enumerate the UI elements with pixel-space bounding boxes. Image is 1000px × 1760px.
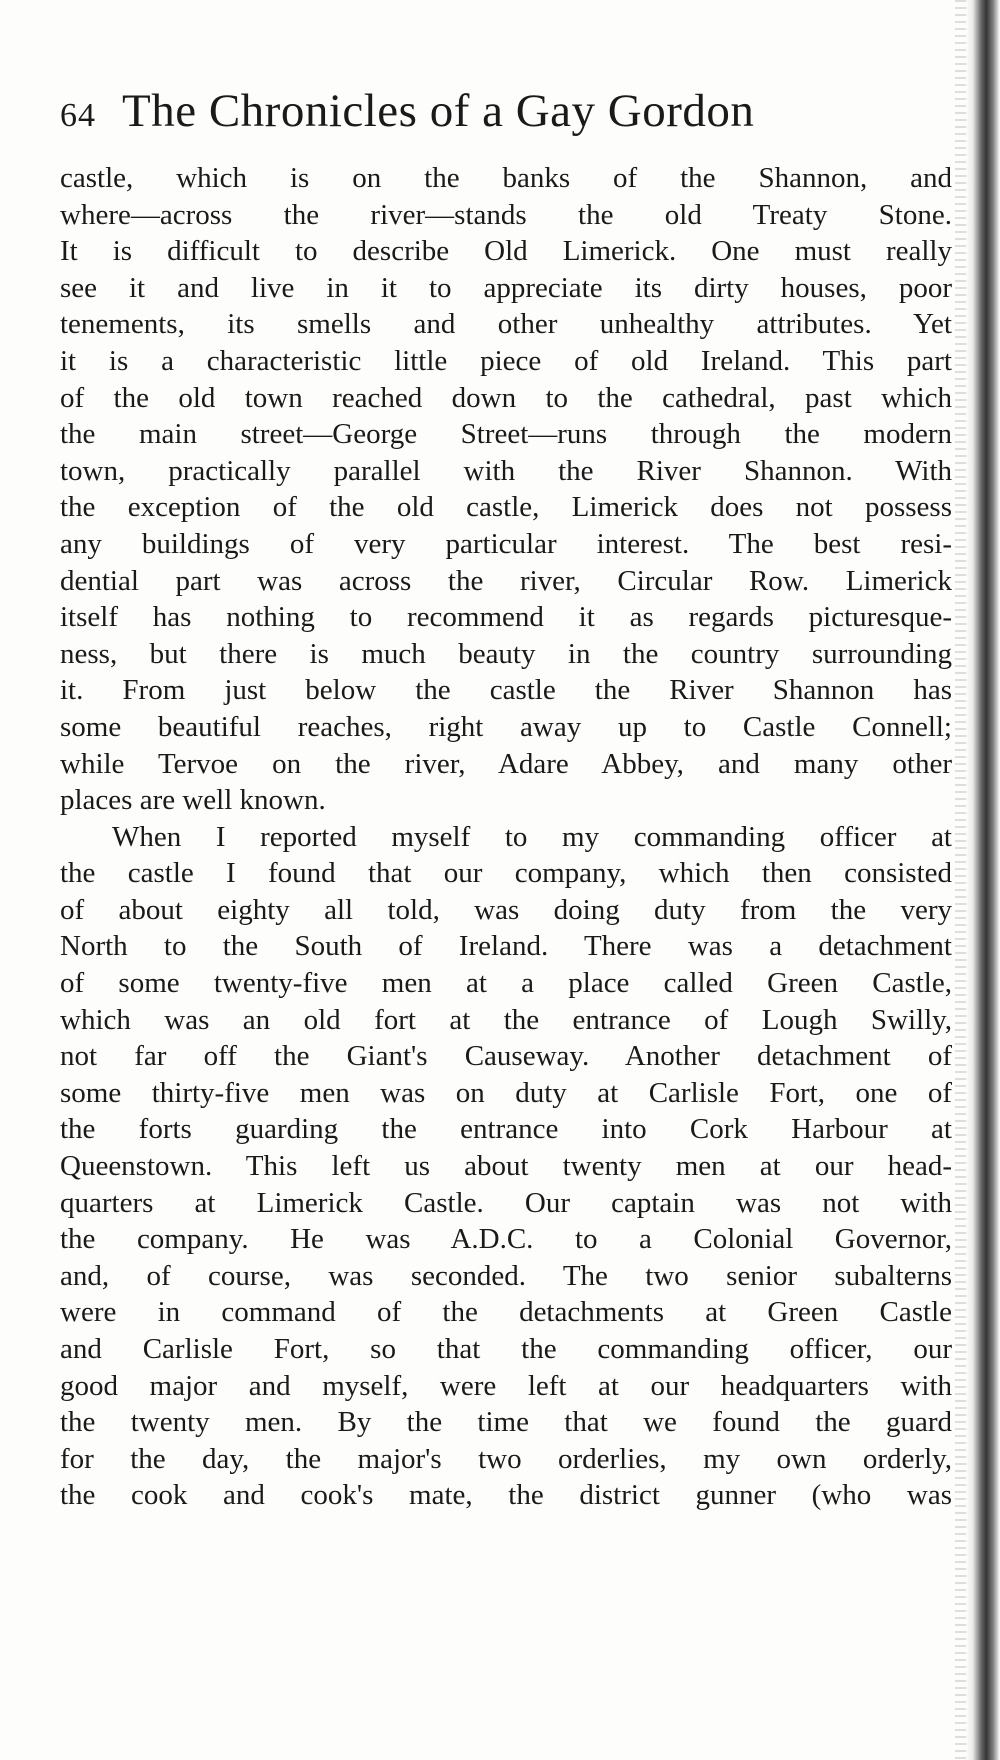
text-line: not far off the Giant's Causeway. Another detachment of — [60, 1040, 952, 1073]
text-line: some beautiful reaches, right away up to Castle Connell; — [60, 710, 952, 743]
text-line: which was an old fort at the entrance of Lough Swilly, — [60, 1003, 952, 1036]
text-line: itself has nothing to recommend it as regards picturesque- — [60, 601, 952, 634]
text-line: the twenty men. By the time that we found the guard — [60, 1406, 952, 1439]
text-line: of about eighty all told, was doing duty from the very — [60, 893, 952, 926]
text-line: When I reported myself to my commanding officer at — [112, 820, 952, 853]
text-line: Queenstown. This left us about twenty men at our head- — [60, 1150, 952, 1183]
page-number: 64 — [60, 97, 96, 134]
body-text — [60, 160, 952, 1514]
text-line: dential part was across the river, Circular Row. Limerick — [60, 564, 952, 597]
text-line: while Tervoe on the river, Adare Abbey, and many other — [60, 747, 952, 780]
text-line: where—across the river—stands the old Treaty Stone. — [60, 198, 952, 231]
text-line: the exception of the old castle, Limerick does not possess — [60, 491, 952, 524]
text-line: and, of course, was seconded. The two senior subalterns — [60, 1259, 952, 1292]
binding-edge-shadow — [966, 0, 1000, 1760]
text-line: town, practically parallel with the River Shannon. With — [60, 454, 952, 487]
text-line: the main street—George Street—runs through the modern — [60, 418, 952, 451]
text-line: quarters at Limerick Castle. Our captain was not with — [60, 1186, 952, 1219]
text-line: see it and live in it to appreciate its dirty houses, poor — [60, 271, 952, 304]
text-line: good major and myself, were left at our headquarters with — [60, 1369, 952, 1402]
text-line: for the day, the major's two orderlies, my own orderly, — [60, 1442, 952, 1475]
paragraph — [60, 160, 952, 819]
running-title: The Chronicles of a Gay Gordon — [122, 85, 755, 137]
text-line: the forts guarding the entrance into Cork Harbour at — [60, 1113, 952, 1146]
text-line: castle, which is on the banks of the Shannon, and — [60, 162, 952, 194]
text-line: of the old town reached down to the cathedral, past which — [60, 381, 952, 414]
paragraph — [60, 819, 952, 1514]
text-line: any buildings of very particular interest. The best resi- — [60, 527, 952, 560]
text-line: some thirty-five men was on duty at Carlisle Fort, one of — [60, 1076, 952, 1109]
text-line: the company. He was A.D.C. to a Colonial Governor, — [60, 1223, 952, 1256]
text-line: the castle I found that our company, which then consisted — [60, 857, 952, 890]
text-line: It is difficult to describe Old Limerick. One must really — [60, 235, 952, 268]
text-line: were in command of the detachments at Green Castle — [60, 1296, 952, 1329]
text-line: tenements, its smells and other unhealthy attributes. Yet — [60, 308, 952, 341]
text-line: North to the South of Ireland. There was a detachment — [60, 930, 952, 963]
text-line: ness, but there is much beauty in the country surrounding — [60, 637, 952, 670]
text-line: places are well known. — [60, 784, 326, 817]
text-line: and Carlisle Fort, so that the commanding officer, our — [60, 1333, 952, 1365]
text-line: it. From just below the castle the River Shannon has — [60, 674, 952, 707]
page-header — [60, 84, 900, 144]
text-line: the cook and cook's mate, the district gunner (who was — [60, 1479, 952, 1512]
text-line: of some twenty-five men at a place called Green Castle, — [60, 967, 952, 1000]
text-line: it is a characteristic little piece of old Ireland. This part — [60, 344, 952, 377]
